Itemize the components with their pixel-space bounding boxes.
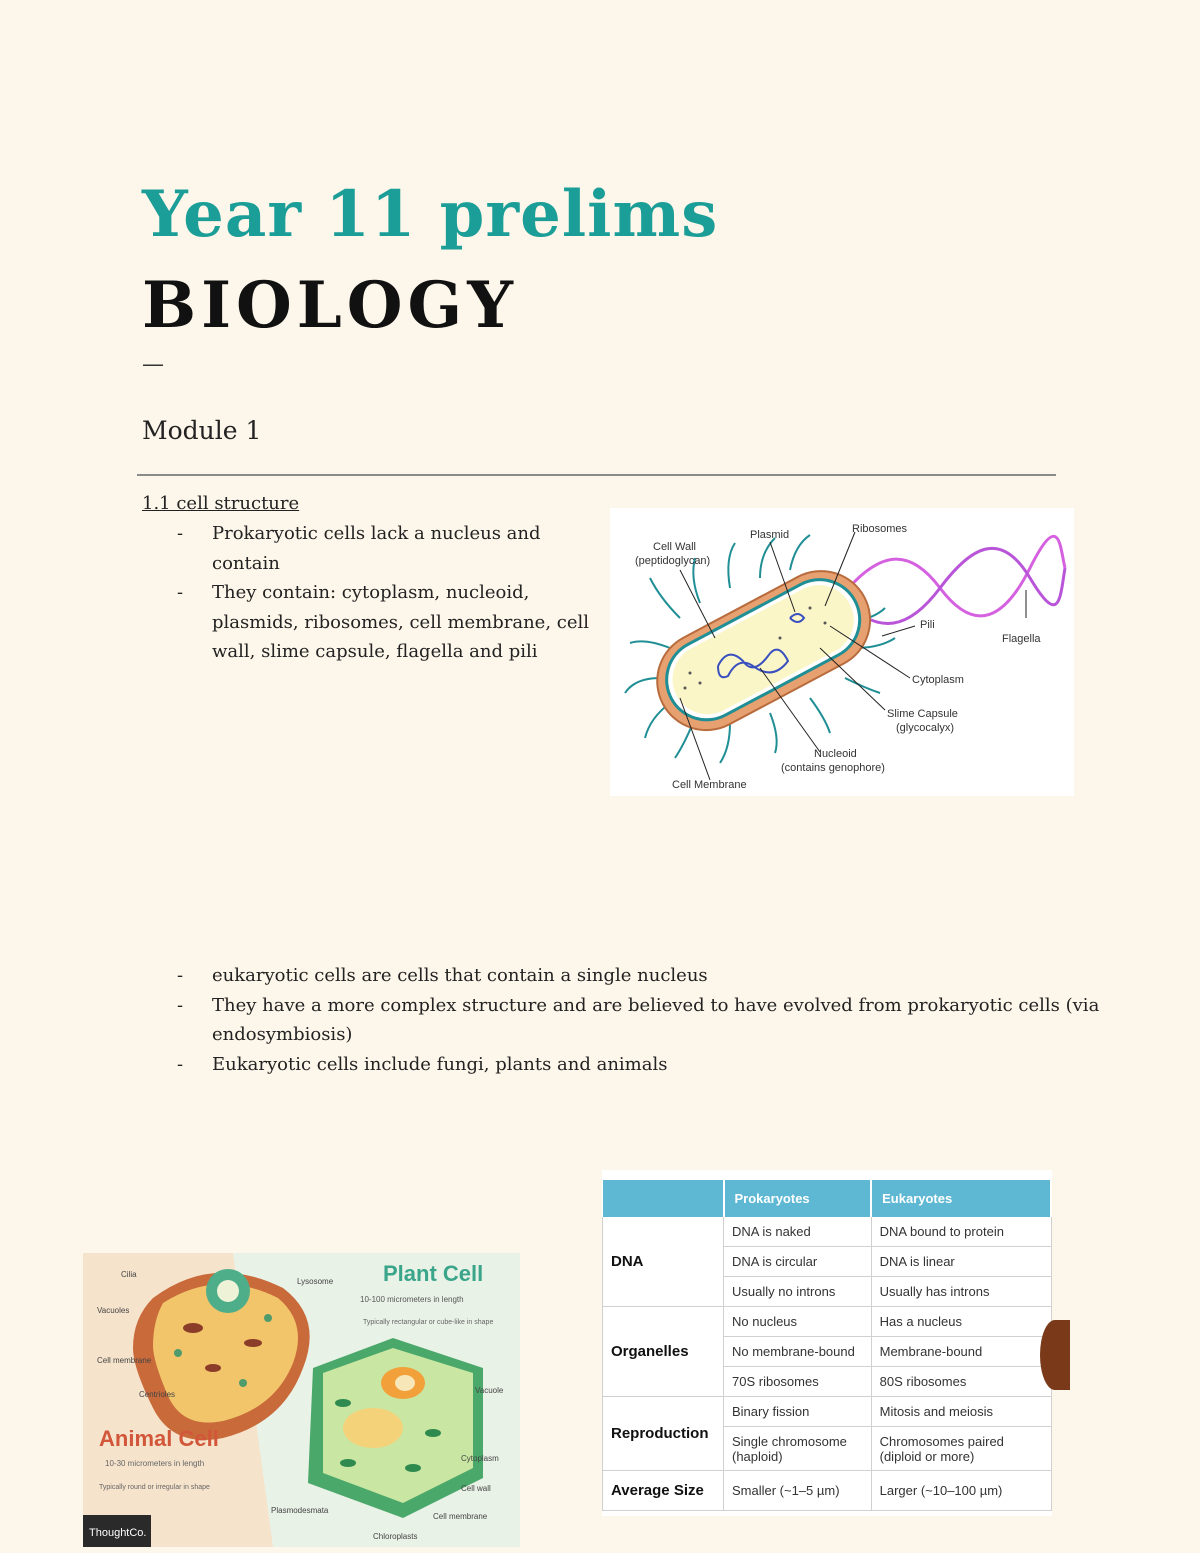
label-cell-membrane-plant: Cell membrane (433, 1512, 488, 1521)
table-header-eukaryotes: Eukaryotes (871, 1180, 1051, 1217)
label-pili: Pili (920, 619, 935, 631)
row-category: Organelles (603, 1307, 724, 1397)
plant-cell-size: 10-100 micrometers in length (360, 1295, 464, 1304)
table-cell: DNA is circular (724, 1247, 872, 1277)
prokaryote-cell-diagram (610, 508, 1074, 796)
table-cell: Smaller (~1–5 µm) (724, 1471, 872, 1511)
brand-logo: ThoughtCo. (89, 1527, 147, 1539)
title-separator: — (142, 352, 164, 377)
table-row (603, 1217, 1052, 1247)
label-vacuoles: Vacuoles (97, 1306, 130, 1315)
table-cell: Has a nucleus (871, 1307, 1051, 1337)
table-header-prokaryotes: Prokaryotes (724, 1180, 872, 1217)
table-cell: DNA is linear (871, 1247, 1051, 1277)
animal-cell-shape: Typically round or irregular in shape (99, 1484, 210, 1491)
table-cell: No membrane-bound (724, 1337, 872, 1367)
label-centrioles: Centrioles (139, 1390, 176, 1399)
label-slime-capsule: Slime Capsule (887, 708, 958, 720)
label-cell-wall: Cell Wall (653, 541, 696, 553)
animal-cell-title: Animal Cell (99, 1426, 219, 1451)
table-cell: Binary fission (724, 1397, 872, 1427)
table-cell: No nucleus (724, 1307, 872, 1337)
label-chloroplasts: Chloroplasts (373, 1532, 418, 1541)
table-cell: Membrane-bound (871, 1337, 1051, 1367)
list-item: - Prokaryotic cells lack a nucleus and contain (142, 519, 602, 578)
label-flagella: Flagella (1002, 633, 1041, 645)
horizontal-rule (137, 474, 1056, 476)
list-item: - eukaryotic cells are cells that contain a single nucleus (142, 961, 1102, 991)
label-cell-membrane: Cell Membrane (672, 779, 747, 791)
list-item: - They have a more complex structure and are believed to have evolved from prokaryotic cells (via endosymbiosis) (142, 991, 1102, 1050)
section-heading: 1.1 cell structure (142, 493, 300, 514)
label-nucleoid: Nucleoid (814, 748, 857, 760)
title-subject: BIOLOGY (142, 268, 518, 343)
label-cell-wall: Cell wall (461, 1484, 491, 1493)
row-category: DNA (603, 1217, 724, 1307)
prokaryote-bullet-list (142, 519, 602, 667)
label-lysosome: Lysosome (297, 1277, 334, 1286)
table-cell: DNA is naked (724, 1217, 872, 1247)
animal-cell-size: 10-30 micrometers in length (105, 1459, 205, 1468)
table-cell: Mitosis and meiosis (871, 1397, 1051, 1427)
table-cell: 80S ribosomes (871, 1367, 1051, 1397)
label-plasmid: Plasmid (750, 529, 790, 541)
plant-cell-shape: Typically rectangular or cube-like in shape (363, 1319, 494, 1326)
table-cell: Larger (~10–100 µm) (871, 1471, 1051, 1511)
label-nucleoid-sub: (contains genophore) (781, 762, 885, 774)
decorative-shape (1040, 1320, 1070, 1390)
table-cell: Usually has introns (871, 1277, 1051, 1307)
comparison-table (602, 1180, 1052, 1511)
label-cytoplasm: Cytoplasm (461, 1454, 499, 1463)
label-cilia: Cilia (121, 1270, 137, 1279)
table-cell: DNA bound to protein (871, 1217, 1051, 1247)
row-category: Reproduction (603, 1397, 724, 1471)
table-cell: Single chromosome (haploid) (724, 1427, 872, 1471)
title-year: Year 11 prelims (142, 177, 719, 252)
table-header (603, 1180, 724, 1217)
list-item: - They contain: cytoplasm, nucleoid, plasmids, ribosomes, cell membrane, cell wall, slime capsule, flagella and pili (142, 578, 602, 667)
label-ribosomes: Ribosomes (852, 523, 908, 535)
comparison-table-figure (602, 1170, 1052, 1516)
table-cell: Chromosomes paired (diploid or more) (871, 1427, 1051, 1471)
label-cell-membrane: Cell membrane (97, 1356, 152, 1365)
table-row (603, 1307, 1052, 1337)
table-row (603, 1397, 1052, 1427)
eukaryote-bullet-list (142, 961, 1102, 1079)
table-cell: 70S ribosomes (724, 1367, 872, 1397)
label-vacuole: Vacuole (475, 1386, 504, 1395)
list-item: - Eukaryotic cells include fungi, plants and animals (142, 1050, 1102, 1080)
label-plasmodesmata: Plasmodesmata (271, 1506, 329, 1515)
module-heading: Module 1 (142, 416, 262, 445)
table-row (603, 1471, 1052, 1511)
label-cytoplasm: Cytoplasm (912, 674, 964, 686)
label-slime-capsule-sub: (glycocalyx) (896, 722, 955, 734)
label-cell-wall-sub: (peptidoglycan) (635, 555, 711, 567)
table-cell: Usually no introns (724, 1277, 872, 1307)
plant-animal-cell-figure (83, 1253, 520, 1547)
plant-cell-title: Plant Cell (383, 1261, 484, 1286)
row-category: Average Size (603, 1471, 724, 1511)
